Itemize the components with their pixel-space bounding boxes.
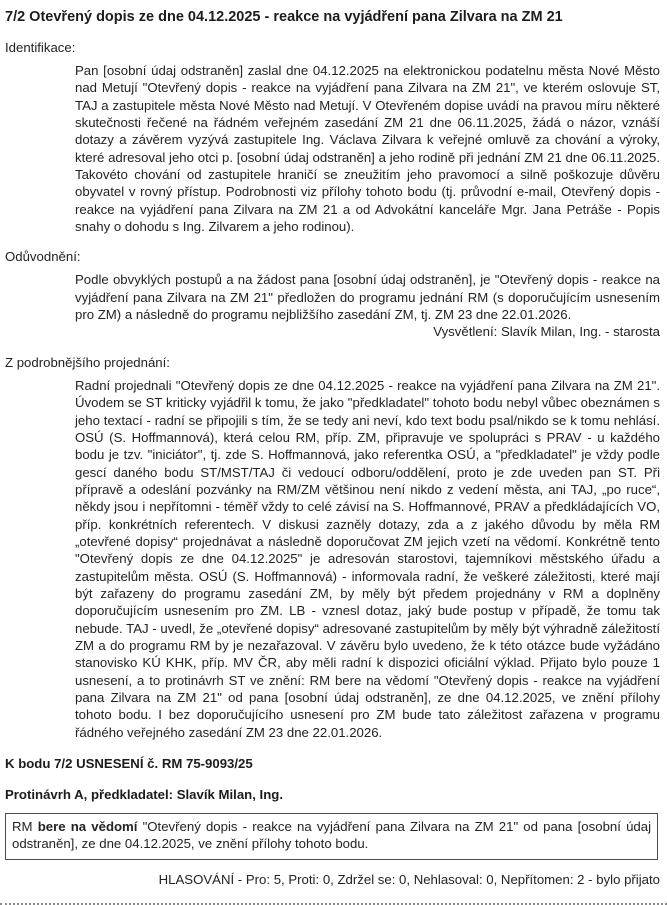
section-paragraph-oduvodneni: Podle obvyklých postupů a na žádost pana [osobní údaj odstraněn], je "Otevřený dopis - reakce na vyjádření pana Zilvara na ZM 21" předložen do programu jednání RM (s doporučujícím usnesením pro ZM) a následně do programu nejbližšího zasedání ZM, tj. ZM 23 dne 22.01.2026. bbox=[75, 272, 660, 323]
resolution-box-prefix: RM bbox=[12, 819, 38, 835]
resolution-box-rest: "Otevřený dopis - reakce na vyjádření pana Zilvara na ZM 21" od pana [osobní údaj odstraněn], ze dne 04.12.2025, ve znění přílohy tohoto bodu. bbox=[12, 819, 652, 852]
resolution-heading: K bodu 7/2 USNESENÍ č. RM 75-9093/25 bbox=[5, 756, 253, 772]
section-paragraph-projednani: Radní projednali "Otevřený dopis ze dne 04.12.2025 - reakce na vyjádření pana Zilvara na ZM 21". Úvodem se ST kriticky vyjádřil k tomu, že jako "předkladatel" tohoto bodu nebyl vůbec obeznámen s jeho textací - radní se připojili s tím, že se tedy ani neví, kdo text bodu psal/nikdo se k tomu nehlásí. OSÚ (S. Hoffmannová), která celou RM, příp. ZM, připravuje ve spolupráci s PRAV - u každého bodu je tzv. "iniciátor", tj. zde S. Hoffmannová, jako referentka OSÚ, a "předkladatel" je vždy podle gescí daného bodu ST/MST/TAJ či vedoucí odboru/oddělení, proto je zde uveden pan ST. Při přípravě a odeslání pozvánky na RM/ZM většinou není nikdo z vedení města, ani TAJ, „po ruce“, někdy jsou i nepřítomni - téměř vždy to celé závisí na S. Hoffmannové, PRAV a předkládajících VO, příp. konkrétních referentech. V diskusi zazněly dotazy, zda a z jakého důvodu by měla RM „otevřené dopisy“ projednávat a následně doporučovat ZM jejich vzetí na vědomí. Konkrétně tento "Otevřený dopis ze dne 04.12.2025" je adresován starostovi, tajemníkovi městského úřadu a zastupitelům města. OSÚ (S. Hoffmannová) - informovala radní, že veškeré záležitosti, které mají být zařazeny do programu zasedání ZM, by měly být předem projednány v RM a doplněny doporučujícím usnesením pro ZM. LB - vznesl dotaz, jaký bude postup v případě, že tomu tak nebude. TAJ - uvedl, že „otevřené dopisy“ adresované zastupitelům by měly být výhradně záležitostí ZM a do programu RM by je nezařazoval. V závěru bylo uvedeno, že k této otázce bude vyžádáno stanovisko KÚ KHK, příp. MV ČR, aby měli radní k dispozici oficiální výklad. Přijato bylo pouze 1 usnesení, a to protinávrh ST ve znění: RM bere na vědomí "Otevřený dopis - reakce na vyjádření pana Zilvara na ZM 21" od pana [osobní údaj odstraněn], ze dne 04.12.2025, ve znění přílohy tohoto bodu. I bez doporučujícího usnesení pro ZM bude tato záležitost zařazena v programu řádného veřejného zasedání ZM 23 dne 22.01.2026. bbox=[75, 377, 660, 740]
document-title: 7/2 Otevřený dopis ze dne 04.12.2025 - reakce na vyjádření pana Zilvara na ZM 21 bbox=[5, 9, 563, 25]
section-paragraph-identifikace: Pan [osobní údaj odstraněn] zaslal dne 04.12.2025 na elektronickou podatelnu města Nové Město nad Metují "Otevřený dopis - reakce na vyjádření pana Zilvara na ZM 21", ve kterém oslovuje ST, TAJ a zastupitele města Nové Město nad Metují. V Otevřeném dopise uvádí na pravou míru některé skutečnosti řečené na řádném veřejném zasedání ZM 21 dne 06.11.2025, žádá o názor, vznáší dotazy a závěrem vyzývá zastupitele Ing. Václava Zilvara k veřejné omluvě za chování a výroky, které adresoval jeho otci p. [osobní údaj odstraněn] a jeho rodině při jednání ZM 21 dne 06.11.2025. Takovéto chování od zastupitele hraničí se zneužitím jeho pravomocí a silně poškozuje důvěru obyvatel v rovný přístup. Podrobnosti viz přílohy tohoto bodu (tj. průvodní e-mail, Otevřený dopis - reakce na vyjádření pana Zilvara na ZM 21 a od Advokátní kanceláře Mgr. Jana Petráše - Popis snahy o dohodu s Ing. Zilvarem a jeho rodinou). bbox=[75, 63, 660, 235]
section-label-projednani: Z podrobnějšího projednání: bbox=[5, 354, 170, 370]
explanation-author-note: Vysvětlení: Slavík Milan, Ing. - starosta bbox=[433, 324, 660, 340]
section-label-oduvodneni: Odůvodnění: bbox=[5, 249, 81, 265]
counterproposal-heading: Protinávrh A, předkladatel: Slavík Milan, Ing. bbox=[5, 787, 283, 803]
section-label-identifikace: Identifikace: bbox=[5, 40, 76, 55]
resolution-box bbox=[5, 813, 658, 860]
voting-result-line: HLASOVÁNÍ - Pro: 5, Proti: 0, Zdržel se: 0, Nehlasoval: 0, Nepřítomen: 2 - bylo přijato bbox=[158, 871, 660, 887]
resolution-box-emphasis: bere na vědomí bbox=[37, 819, 138, 835]
